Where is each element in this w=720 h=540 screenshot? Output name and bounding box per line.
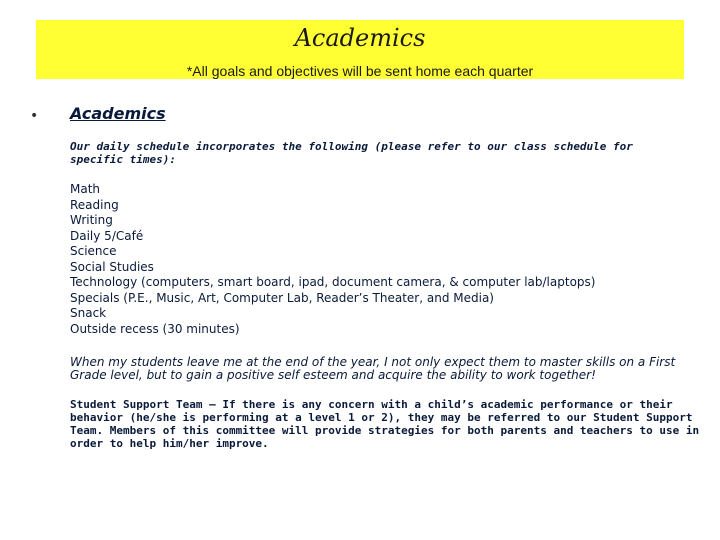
list-item: Technology (computers, smart board, ipad, document camera, & computer lab/laptops) [70, 275, 596, 289]
subject-list [70, 182, 690, 337]
page-title: Academics [294, 24, 426, 52]
list-item: Snack [70, 306, 107, 320]
closing-statement: When my students leave me at the end of the year, I not only expect them to master skills on a First Grade level, but to gain a positive self esteem and acquire the ability to work together! [70, 355, 676, 382]
schedule-intro: Our daily schedule incorporates the following (please refer to our class schedule for specific times): [70, 140, 633, 166]
banner-subtitle: *All goals and objectives will be sent home each quarter [186, 63, 534, 79]
list-item: Math [70, 182, 101, 196]
list-item: Writing [70, 213, 113, 227]
list-item: Social Studies [70, 259, 154, 274]
list-item: Specials (P.E., Music, Art, Computer Lab, Reader’s Theater, and Media) [70, 290, 494, 305]
list-item: Outside recess (30 minutes) [70, 321, 240, 336]
list-item: Reading [70, 197, 119, 212]
student-support-note: Student Support Team – If there is any concern with a child’s academic performance or their behavior (he/she is performing at a level 1 or 2), they may be referred to our Student Support Team. Members of this committee will provide strategies for both parents and teachers to use in order to help him/her improve. [70, 398, 700, 450]
title-banner [36, 20, 684, 79]
list-item: Science [70, 244, 117, 258]
bullet-marker: • [30, 108, 39, 124]
list-item: Daily 5/Café [70, 228, 144, 243]
section-heading: Academics [70, 104, 166, 123]
